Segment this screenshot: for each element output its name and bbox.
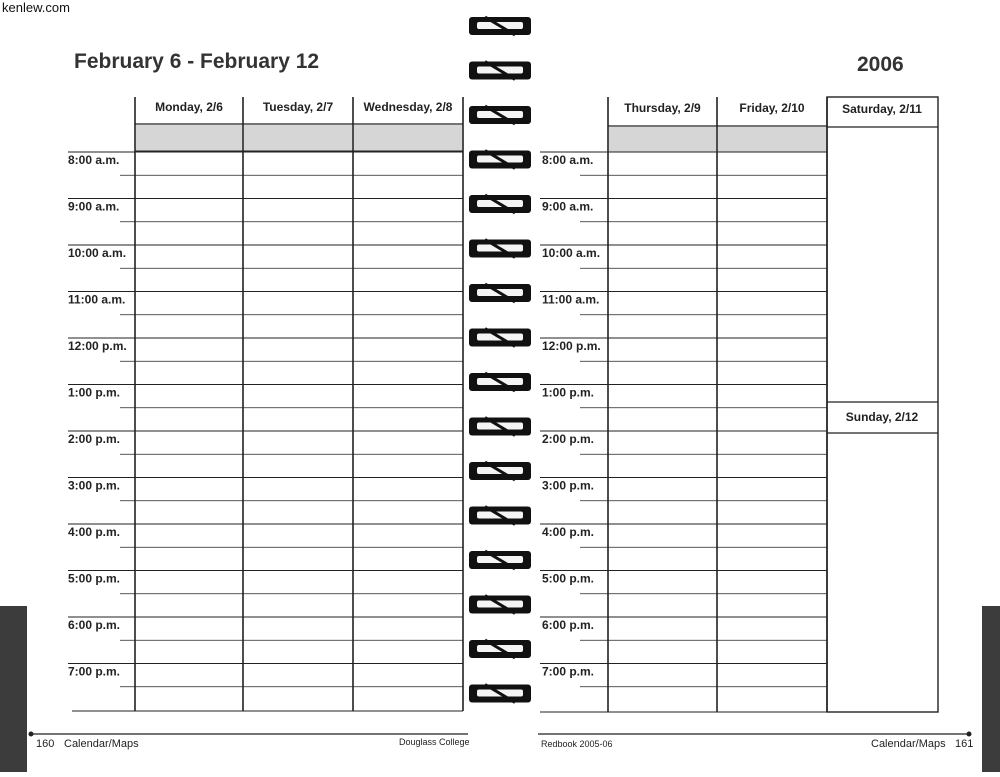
time-label: 5:00 p.m. [542, 571, 595, 586]
time-label: 5:00 p.m. [68, 571, 121, 586]
footer-dot [967, 732, 972, 737]
spiral-coil [469, 284, 531, 302]
day-band [244, 125, 352, 151]
spiral-coil [469, 195, 531, 213]
day-band [354, 125, 462, 151]
time-label: 4:00 p.m. [542, 525, 595, 539]
time-label: 11:00 a.m. [542, 292, 600, 307]
day-header: Friday, 2/10 [739, 101, 805, 115]
spiral-binding [463, 0, 539, 772]
spiral-coil [469, 373, 531, 391]
day-header: Monday, 2/6 [155, 100, 223, 114]
sunday-header: Sunday, 2/12 [845, 410, 919, 424]
spiral-coil [469, 62, 531, 80]
spiral-coil [469, 551, 531, 569]
left-publisher-label: Douglass College [399, 737, 470, 747]
spiral-coil [469, 17, 531, 35]
right-section-label: Calendar/Maps [871, 738, 946, 750]
time-label: 4:00 p.m. [68, 525, 121, 539]
time-label: 2:00 p.m. [542, 432, 595, 446]
time-label: 6:00 p.m. [68, 618, 121, 632]
time-label: 3:00 p.m. [542, 478, 595, 493]
page-title: February 6 - February 12 [74, 50, 320, 73]
left-section-label: Calendar/Maps [64, 738, 139, 750]
spiral-coil [469, 329, 531, 347]
spiral-coil [469, 640, 531, 658]
saturday-header: Saturday, 2/11 [842, 102, 922, 116]
time-label: 9:00 a.m. [542, 199, 594, 214]
day-header: Wednesday, 2/8 [363, 100, 453, 114]
time-label: 11:00 a.m. [68, 292, 126, 307]
day-band [136, 125, 242, 151]
spiral-coil [469, 151, 531, 169]
time-label: 10:00 a.m. [542, 246, 601, 260]
weekend-box [827, 97, 938, 712]
spiral-coil [469, 596, 531, 614]
day-band [609, 127, 716, 152]
time-label: 6:00 p.m. [542, 618, 595, 632]
spiral-coil [469, 240, 531, 258]
footer-dot [29, 732, 34, 737]
time-label: 1:00 p.m. [542, 385, 595, 400]
spiral-coil [469, 462, 531, 480]
time-label: 8:00 a.m. [542, 153, 594, 167]
time-label: 7:00 p.m. [542, 664, 595, 679]
spiral-coil [469, 685, 531, 703]
time-label: 12:00 p.m. [542, 339, 601, 353]
spiral-coil [469, 507, 531, 525]
right-page-number: 161 [955, 738, 974, 750]
time-label: 12:00 p.m. [68, 339, 127, 353]
time-label: 3:00 p.m. [68, 478, 121, 493]
right-publisher-label: Redbook 2005-06 [541, 739, 613, 749]
day-header: Tuesday, 2/7 [262, 100, 334, 114]
year-label: 2006 [857, 53, 904, 76]
day-band [718, 127, 826, 152]
time-label: 9:00 a.m. [68, 199, 120, 214]
day-header: Thursday, 2/9 [624, 101, 701, 115]
spiral-coil [469, 418, 531, 436]
time-label: 2:00 p.m. [68, 432, 121, 446]
time-label: 1:00 p.m. [68, 385, 121, 400]
time-label: 10:00 a.m. [68, 246, 127, 260]
left-page-number: 160 [36, 738, 55, 750]
watermark: kenlew.com [2, 0, 70, 15]
spiral-coil [469, 106, 531, 124]
time-label: 7:00 p.m. [68, 664, 121, 679]
time-label: 8:00 a.m. [68, 153, 120, 167]
